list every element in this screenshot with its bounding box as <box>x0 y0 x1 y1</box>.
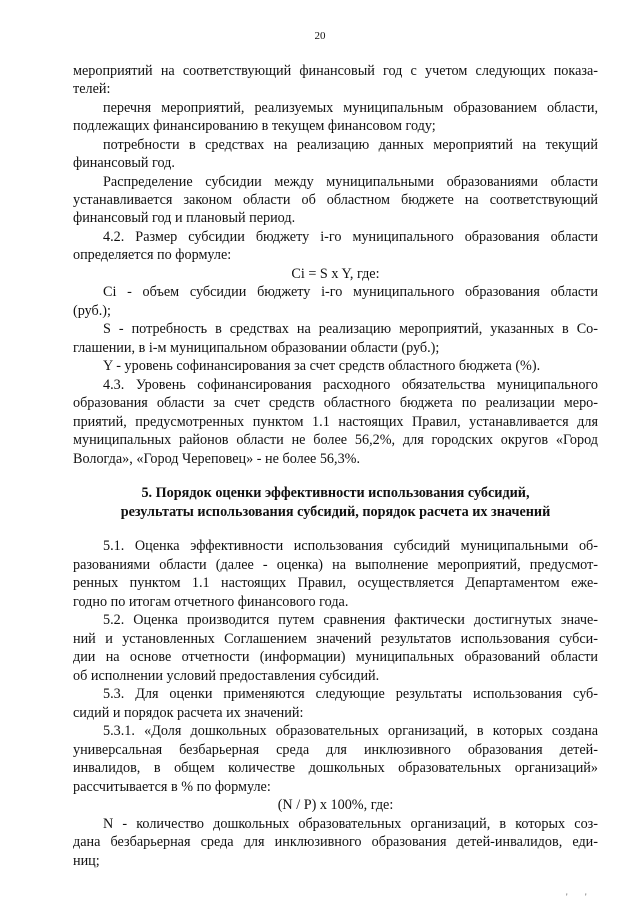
text-line: Вологда», «Город Череповец» - не более 56,3%. <box>73 451 361 467</box>
text-line: годно по итогам отчетного финансового года. <box>73 594 349 610</box>
text-line: образования области за счет средств областного бюджета по реализации меро- <box>73 395 598 411</box>
formula-line: (N / P) x 100%, где: <box>277 797 394 813</box>
text-line: дии на основе отчетности (информации) муниципальных образований области <box>73 649 598 665</box>
text-line: приятий, предусмотренных пунктом 1.1 настоящих Правил, устанавливается для <box>73 414 598 430</box>
text-line: Распределение субсидии между муниципальными образованиями области <box>103 174 598 190</box>
text-line: рассчитывается в % по формуле: <box>73 779 271 795</box>
text-line: ниц; <box>73 853 100 869</box>
text-line: ренных пунктом 1.1 настоящих Правил, осуществляется Департаментом еже- <box>73 575 598 591</box>
text-line: муниципальных районов области не более 56,2%, для городских округов «Город <box>73 432 598 448</box>
scan-mark: ' <box>585 892 587 902</box>
text-line: (руб.); <box>73 303 111 319</box>
text-line: об исполнении условий предоставления субсидий. <box>73 668 380 684</box>
formula-line: Ci = S x Y, где: <box>291 266 380 282</box>
text-line: подлежащих финансированию в текущем финансовом году; <box>73 118 436 134</box>
text-line: 5.3. Для оценки применяются следующие результаты использования суб- <box>103 686 598 702</box>
section-heading: результаты использования субсидий, порядок расчета их значений <box>120 504 551 520</box>
text-line: Ci - объем субсидии бюджету i-го муниципального образования области <box>103 284 598 300</box>
text-line: 5.2. Оценка производится путем сравнения фактически достигнутых значе- <box>103 612 598 628</box>
text-line: устанавливается законом области об областном бюджете на соответствующий <box>73 192 598 208</box>
text-line: инвалидов, в общем количестве дошкольных образовательных организаций» <box>73 760 598 776</box>
text-line: 5.3.1. «Доля дошкольных образовательных организаций, в которых создана <box>103 723 598 739</box>
section-heading: 5. Порядок оценки эффективности использования субсидий, <box>141 485 530 501</box>
text-line: сидий и порядок расчета их значений: <box>73 705 304 721</box>
text-line: 4.3. Уровень софинансирования расходного обязательства муниципального <box>103 377 598 393</box>
text-line: перечня мероприятий, реализуемых муниципальным образованием области, <box>103 100 598 116</box>
text-line: 5.1. Оценка эффективности использования субсидий муниципальными об- <box>103 538 598 554</box>
page-number: 20 <box>314 30 326 42</box>
text-line: разованиями области (далее - оценка) на выполнение мероприятий, предусмот- <box>73 557 598 573</box>
text-line: финансовый год. <box>73 155 175 171</box>
text-line: мероприятий на соответствующий финансовый год с учетом следующих показа- <box>73 63 598 79</box>
text-line: определяется по формуле: <box>73 247 232 263</box>
scan-mark: ' <box>566 892 568 902</box>
text-line: потребности в средствах на реализацию данных мероприятий на текущий <box>103 137 598 153</box>
text-line: Y - уровень софинансирования за счет средств областного бюджета (%). <box>103 358 541 374</box>
text-line: N - количество дошкольных образовательных организаций, в которых соз- <box>103 816 598 832</box>
text-line: универсальная безбарьерная среда для инклюзивного образования детей- <box>73 742 598 758</box>
text-line: дана безбарьерная среда для инклюзивного образования детей-инвалидов, еди- <box>73 834 598 850</box>
text-line: глашении, в i-м муниципальном образовании области (руб.); <box>73 340 440 356</box>
text-line: финансовый год и плановый период. <box>73 210 296 226</box>
text-line: S - потребность в средствах на реализацию мероприятий, указанных в Со- <box>103 321 598 337</box>
text-line: телей: <box>73 81 111 97</box>
text-line: 4.2. Размер субсидии бюджету i-го муниципального образования области <box>103 229 598 245</box>
text-line: ний и установленных Соглашением значений результатов использования субси- <box>73 631 598 647</box>
